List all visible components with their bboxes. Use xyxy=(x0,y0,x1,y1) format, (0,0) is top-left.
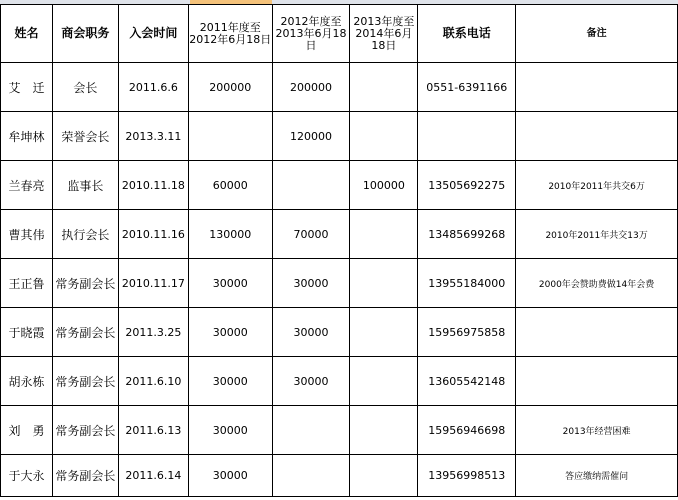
cell-period-2012[interactable]: 70000 xyxy=(272,210,350,259)
cell-period-2011[interactable]: 30000 xyxy=(188,455,272,497)
header-join-date[interactable]: 入会时间 xyxy=(118,5,188,63)
cell-remark[interactable]: 答应缴纳需催问 xyxy=(516,455,678,497)
cell-remark[interactable] xyxy=(516,112,678,161)
header-row xyxy=(1,5,678,63)
cell-period-2013[interactable] xyxy=(350,308,418,357)
cell-period-2013[interactable]: 100000 xyxy=(350,161,418,210)
cell-period-2011[interactable]: 130000 xyxy=(188,210,272,259)
cell-remark[interactable] xyxy=(516,308,678,357)
cell-period-2012[interactable] xyxy=(272,406,350,455)
cell-name[interactable]: 兰春亮 xyxy=(1,161,53,210)
table-row xyxy=(1,259,678,308)
table-row xyxy=(1,406,678,455)
cell-phone[interactable]: 13505692275 xyxy=(418,161,516,210)
cell-period-2011[interactable]: 30000 xyxy=(188,357,272,406)
cell-period-2011[interactable]: 30000 xyxy=(188,406,272,455)
cell-remark[interactable] xyxy=(516,63,678,112)
cell-join-date[interactable]: 2011.6.6 xyxy=(118,63,188,112)
cell-period-2013[interactable] xyxy=(350,455,418,497)
table-row xyxy=(1,112,678,161)
cell-role[interactable]: 常务副会长 xyxy=(52,259,118,308)
cell-period-2013[interactable] xyxy=(350,259,418,308)
cell-period-2012[interactable]: 200000 xyxy=(272,63,350,112)
cell-join-date[interactable]: 2011.6.14 xyxy=(118,455,188,497)
cell-phone[interactable]: 15956946698 xyxy=(418,406,516,455)
cell-period-2012[interactable]: 120000 xyxy=(272,112,350,161)
cell-remark[interactable] xyxy=(516,357,678,406)
cell-phone[interactable] xyxy=(418,112,516,161)
header-phone[interactable]: 联系电话 xyxy=(418,5,516,63)
cell-name[interactable]: 牟坤林 xyxy=(1,112,53,161)
cell-role[interactable]: 常务副会长 xyxy=(52,406,118,455)
header-period-2013[interactable]: 2013年度至2014年6月18日 xyxy=(350,5,418,63)
header-remark[interactable]: 备注 xyxy=(516,5,678,63)
header-period-2011[interactable]: 2011年度至2012年6月18日 xyxy=(188,5,272,63)
cell-period-2013[interactable] xyxy=(350,210,418,259)
cell-role[interactable]: 会长 xyxy=(52,63,118,112)
header-role[interactable]: 商会职务 xyxy=(52,5,118,63)
cell-period-2011[interactable] xyxy=(188,112,272,161)
cell-period-2013[interactable] xyxy=(350,63,418,112)
table-row xyxy=(1,210,678,259)
header-name[interactable]: 姓名 xyxy=(1,5,53,63)
cell-join-date[interactable]: 2010.11.17 xyxy=(118,259,188,308)
cell-join-date[interactable]: 2011.6.10 xyxy=(118,357,188,406)
cell-join-date[interactable]: 2010.11.18 xyxy=(118,161,188,210)
cell-role[interactable]: 执行会长 xyxy=(52,210,118,259)
cell-period-2012[interactable]: 30000 xyxy=(272,308,350,357)
cell-join-date[interactable]: 2011.6.13 xyxy=(118,406,188,455)
table-row xyxy=(1,455,678,497)
cell-phone[interactable]: 13485699268 xyxy=(418,210,516,259)
cell-name[interactable]: 艾 迁 xyxy=(1,63,53,112)
cell-period-2013[interactable] xyxy=(350,112,418,161)
cell-remark[interactable]: 2010年2011年共交6万 xyxy=(516,161,678,210)
cell-join-date[interactable]: 2010.11.16 xyxy=(118,210,188,259)
cell-remark[interactable]: 2010年2011年共交13万 xyxy=(516,210,678,259)
cell-join-date[interactable]: 2011.3.25 xyxy=(118,308,188,357)
cell-period-2012[interactable] xyxy=(272,161,350,210)
cell-period-2011[interactable]: 30000 xyxy=(188,259,272,308)
cell-join-date[interactable]: 2013.3.11 xyxy=(118,112,188,161)
table-row xyxy=(1,161,678,210)
cell-name[interactable]: 王正鲁 xyxy=(1,259,53,308)
cell-phone[interactable]: 13956998513 xyxy=(418,455,516,497)
cell-phone[interactable]: 0551-6391166 xyxy=(418,63,516,112)
cell-period-2013[interactable] xyxy=(350,357,418,406)
cell-period-2011[interactable]: 60000 xyxy=(188,161,272,210)
cell-role[interactable]: 荣誉会长 xyxy=(52,112,118,161)
cell-period-2012[interactable]: 30000 xyxy=(272,259,350,308)
table-row xyxy=(1,308,678,357)
cell-remark[interactable]: 2013年经营困难 xyxy=(516,406,678,455)
cell-role[interactable]: 常务副会长 xyxy=(52,455,118,497)
cell-period-2011[interactable]: 30000 xyxy=(188,308,272,357)
cell-period-2011[interactable]: 200000 xyxy=(188,63,272,112)
cell-phone[interactable]: 13605542148 xyxy=(418,357,516,406)
cell-name[interactable]: 胡永栋 xyxy=(1,357,53,406)
cell-period-2012[interactable] xyxy=(272,455,350,497)
cell-period-2012[interactable]: 30000 xyxy=(272,357,350,406)
cell-name[interactable]: 刘 勇 xyxy=(1,406,53,455)
table-row xyxy=(1,357,678,406)
member-dues-table xyxy=(0,4,678,497)
cell-phone[interactable]: 13955184000 xyxy=(418,259,516,308)
cell-role[interactable]: 常务副会长 xyxy=(52,357,118,406)
header-period-2012[interactable]: 2012年度至2013年6月18日 xyxy=(272,5,350,63)
table-row xyxy=(1,63,678,112)
cell-name[interactable]: 于晓霞 xyxy=(1,308,53,357)
cell-name[interactable]: 曹其伟 xyxy=(1,210,53,259)
cell-remark[interactable]: 2000年会赞助费做14年会费 xyxy=(516,259,678,308)
cell-period-2013[interactable] xyxy=(350,406,418,455)
cell-phone[interactable]: 15956975858 xyxy=(418,308,516,357)
cell-name[interactable]: 于大永 xyxy=(1,455,53,497)
cell-role[interactable]: 监事长 xyxy=(52,161,118,210)
cell-role[interactable]: 常务副会长 xyxy=(52,308,118,357)
